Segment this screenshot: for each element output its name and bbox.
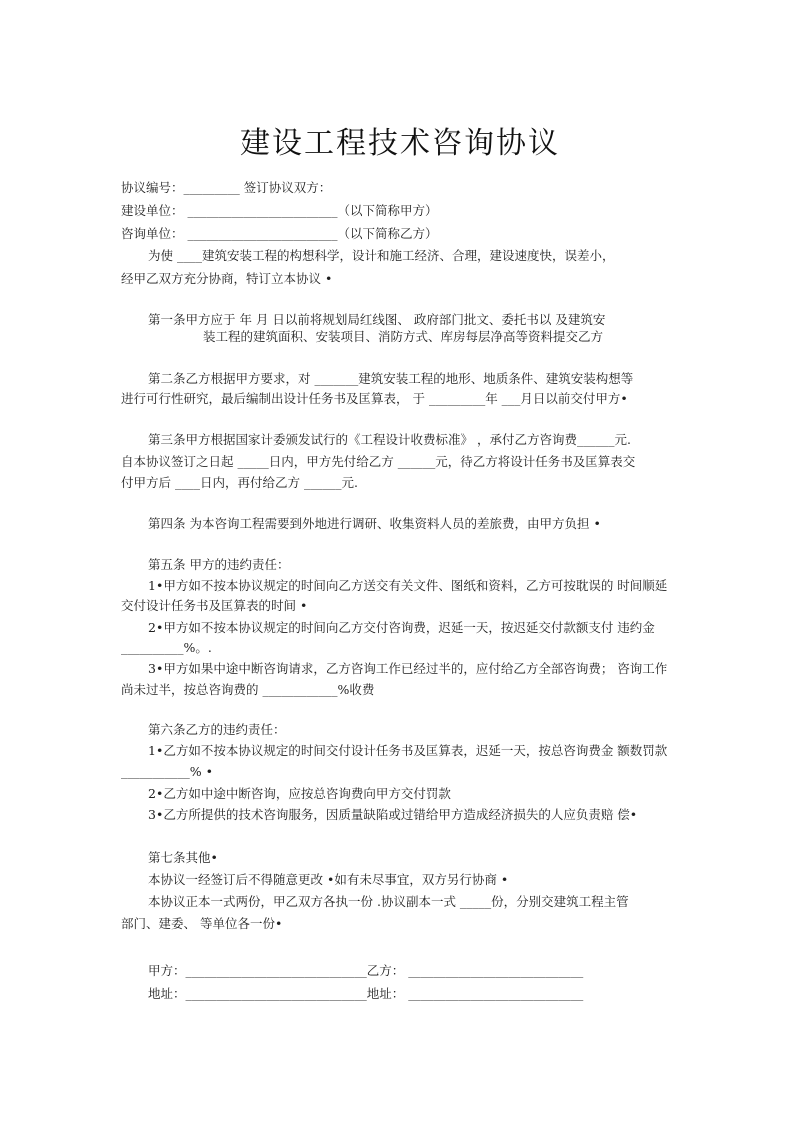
article-5-heading: 第五条 甲方的违约责任： <box>148 557 290 572</box>
article-6-heading: 第六条乙方的违约责任： <box>148 722 286 737</box>
article-5-item-1-line-2: 交付设计任务书及匡算表的时间 • <box>121 598 308 613</box>
intro-line-2: 经甲乙双方充分协商，特订立本协议 • <box>121 271 333 286</box>
article-1-line-2: 装工程的建筑面积、安装项目、消防方式、库房每层净高等资料提交乙方 <box>203 329 604 344</box>
article-2-line-2: 进行可行性研究，最后编制出设计任务书及匡算表， 于 _________年 ___月日以前交付甲方• <box>121 391 628 406</box>
document-title: 建设工程技术咨询协议 <box>240 126 560 161</box>
article-6-item-2: 2•乙方如中途中断咨询，应按总咨询费向甲方交付罚款 <box>148 786 451 801</box>
signature-party-line: 甲方：_____________________________乙方： ____________________________ <box>148 963 584 978</box>
party-b-unit-line: 咨询单位： ________________________（以下简称乙方） <box>121 226 438 241</box>
article-5-item-2-line-1: 2•甲方如不按本协议规定的时间向乙方交付咨询费，迟延一天，按迟延交付款额支付 违约金 <box>148 620 655 635</box>
article-3-line-2: 自本协议签订之日起 _____日内，甲方先付给乙方 ______元，待乙方将设计任务书及匡算表交 <box>121 454 636 469</box>
party-a-unit-line: 建设单位： ________________________（以下简称甲方） <box>121 203 438 218</box>
article-7-line-2: 本协议正本一式两份，甲乙双方各执一份 .协议副本一式 _____份，分别交建筑工程主管 <box>148 894 629 909</box>
article-7-line-1: 本协议一经签订后不得随意更改 •如有未尽事宜，双方另行协商 • <box>148 872 509 887</box>
signature-address-line: 地址：_____________________________地址： ____________________________ <box>148 986 584 1001</box>
article-5-item-2-line-2: __________%。. <box>121 640 212 655</box>
article-7-line-3: 部门、建委、 等单位各一份• <box>121 916 283 931</box>
article-3-line-3: 付甲方后 ____日内，再付给乙方 ______元. <box>121 475 358 490</box>
article-5-item-1-line-1: 1•甲方如不按本协议规定的时间向乙方送交有关文件、图纸和资料，乙方可按耽误的 时间顺延 <box>148 578 668 593</box>
agreement-number-line: 协议编号：_________ 签订协议双方： <box>121 180 332 195</box>
article-1-line-1: 第一条甲方应于 年 月 日以前将规划局红线图、 政府部门批文、委托书以 及建筑安 <box>148 312 606 327</box>
article-5-item-3-line-2: 尚未过半，按总咨询费的 ____________%收费 <box>121 682 375 697</box>
article-7-heading: 第七条其他• <box>148 850 218 865</box>
intro-line-1: 为使 ____建筑安装工程的构想科学，设计和施工经济、合理，建设速度快，误差小， <box>148 248 615 263</box>
article-6-item-1-line-1: 1•乙方如不按本协议规定的时间交付设计任务书及匡算表，迟延一天，按总咨询费金 额数罚款 <box>148 743 668 758</box>
article-5-item-3-line-1: 3•甲方如果中途中断咨询请求，乙方咨询工作已经过半的，应付给乙方全部咨询费； 咨询工作 <box>148 661 668 676</box>
article-2-line-1: 第二条乙方根据甲方要求，对 _______建筑安装工程的地形、地质条件、建筑安装构想等 <box>148 371 634 386</box>
article-6-item-3: 3•乙方所提供的技术咨询服务，因质量缺陷或过错给甲方造成经济损失的人应负责赔 偿• <box>148 807 638 822</box>
article-6-item-1-line-2: ___________% • <box>121 764 213 779</box>
article-4-line-1: 第四条 为本咨询工程需要到外地进行调研、收集资料人员的差旅费，由甲方负担 • <box>148 516 601 531</box>
article-3-line-1: 第三条甲方根据国家计委颁发试行的《工程设计收费标准》 ，承付乙方咨询费______元. <box>148 432 631 447</box>
